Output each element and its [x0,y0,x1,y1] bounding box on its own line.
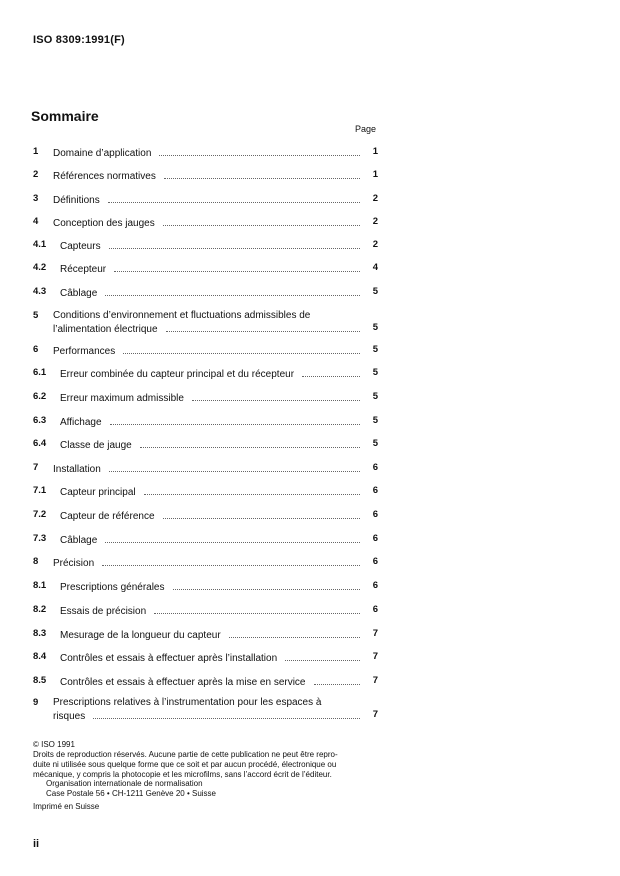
dot-leader [163,509,360,519]
organisation-address [46,779,216,799]
toc-entry[interactable] [33,169,378,183]
toc-entry-title: Affichage [60,417,102,428]
toc-entry[interactable] [33,628,378,642]
toc-entry-title: Prescriptions générales [60,582,165,593]
toc-entry-title: Capteur principal [60,487,136,498]
copyright-line: © ISO 1991 [33,740,75,749]
toc-entry-number: 6.4 [33,438,47,449]
toc-entry-title: Performances [53,346,116,357]
toc-entry[interactable] [33,651,378,665]
dot-leader [154,604,360,614]
toc-entry-page: 7 [372,628,378,639]
toc-entry-title: Contrôles et essais à effectuer après l’installation [60,653,278,664]
toc-entry-title: Conception des jauges [53,218,155,229]
toc-entry-page: 5 [372,344,378,355]
toc-entry-number: 2 [33,169,39,180]
toc-entry-page: 6 [372,533,378,544]
toc-entry-page: 7 [372,651,378,662]
toc-entry-number: 4.2 [33,262,47,273]
toc-entry[interactable] [33,344,378,358]
dot-leader [314,675,361,685]
toc-entry[interactable] [33,462,378,476]
toc-entry-page: 5 [372,367,378,378]
toc-entry-number: 4 [33,216,39,227]
page-column-label: Page [355,124,377,134]
printed-in: Imprimé en Suisse [33,802,100,811]
toc-entry-number: 8.3 [33,628,47,639]
toc-entry-number: 7.2 [33,509,47,520]
toc-entry-number: 8.4 [33,651,47,662]
toc-entry[interactable] [33,556,378,570]
dot-leader [110,415,360,425]
toc-entry-title: Installation [53,464,101,475]
rights-line-2: duite ni utilisée sous quelque forme que ce soit et par aucun procédé, électronique ou [33,760,337,769]
dot-leader [93,709,360,719]
toc-entry-title: Définitions [53,195,100,206]
toc-entry-title: Références normatives [53,171,156,182]
toc-entry-page: 2 [372,193,378,204]
toc-entry[interactable] [33,675,378,689]
toc-entry[interactable] [33,367,378,381]
toc-entry-page: 6 [372,556,378,567]
dot-leader [173,580,361,590]
toc-entry-page: 5 [372,286,378,297]
dot-leader [114,262,360,272]
toc-entry-page: 7 [372,675,378,686]
dot-leader [229,628,360,638]
toc-entry[interactable] [33,286,378,300]
toc-entry[interactable] [33,216,378,230]
toc-entry[interactable] [33,193,378,207]
toc-entry-title-continued: l’alimentation électrique [53,324,158,335]
toc-entry-page: 5 [372,322,378,333]
toc-entry[interactable] [33,146,378,160]
toc-entry-title: Conditions d’environnement et fluctuations admissibles de [53,310,311,321]
dot-leader [144,485,360,495]
toc-entry-number: 8 [33,556,39,567]
page-folio: ii [33,838,40,850]
document-code: ISO 8309:1991(F) [33,34,125,46]
toc-entry-page: 1 [372,146,378,157]
toc-entry-title: Câblage [60,535,98,546]
toc-entry[interactable] [33,391,378,405]
toc-entry-page: 6 [372,604,378,615]
toc-entry-number: 1 [33,146,39,157]
toc-entry-title: Précision [53,558,95,569]
dot-leader [166,322,360,332]
toc-entry[interactable] [33,415,378,429]
toc-entry-title: Erreur maximum admissible [60,393,184,404]
toc-entry-title: Capteurs [60,241,101,252]
dot-leader [285,651,360,661]
toc-entry-page: 5 [372,438,378,449]
dot-leader [159,146,360,156]
toc-entry[interactable] [33,509,378,523]
toc-entry[interactable] [33,580,378,594]
toc-entry-title: Essais de précision [60,606,147,617]
dot-leader [102,556,360,566]
toc-entry-number: 7.3 [33,533,47,544]
toc-entry-page: 4 [372,262,378,273]
toc-entry-title: Contrôles et essais à effectuer après la mise en service [60,677,306,688]
toc-entry[interactable] [33,262,378,276]
toc-entry-page: 6 [372,580,378,591]
toc-entry[interactable] [33,485,378,499]
toc-entry-page: 2 [372,216,378,227]
toc-entry-title: Mesurage de la longueur du capteur [60,630,221,641]
toc-entry-number: 3 [33,193,39,204]
dot-leader [109,239,360,249]
dot-leader [105,286,360,296]
toc-entry-number: 8.1 [33,580,47,591]
toc-entry-title-continued: risques [53,711,86,722]
toc-entry-number: 6 [33,344,39,355]
dot-leader [123,344,360,354]
rights-line-1: Droits de reproduction réservés. Aucune partie de cette publication ne peut être repro- [33,750,338,759]
toc-entry[interactable] [33,310,378,338]
toc-entry-page: 6 [372,485,378,496]
toc-entry[interactable] [33,697,378,725]
toc-entry-page: 5 [372,415,378,426]
page-title: Sommaire [31,108,99,124]
dot-leader [108,193,360,203]
toc-entry[interactable] [33,438,378,452]
dot-leader [105,533,360,543]
toc-entry-title: Domaine d’application [53,148,152,159]
dot-leader [163,216,360,226]
toc-entry-number: 4.3 [33,286,47,297]
toc-entry[interactable] [33,604,378,618]
toc-entry[interactable] [33,239,378,253]
organisation-name: Organisation internationale de normalisation [46,779,203,788]
toc-entry-number: 7.1 [33,485,47,496]
toc-entry-number: 6.1 [33,367,47,378]
toc-entry-page: 2 [372,239,378,250]
dot-leader [109,462,360,472]
toc-entry-number: 8.5 [33,675,47,686]
toc-entry-page: 1 [372,169,378,180]
toc-entry[interactable] [33,533,378,547]
toc-entry-number: 5 [33,310,39,321]
dot-leader [140,438,360,448]
toc-entry-page: 7 [372,709,378,720]
toc-entry-title: Classe de jauge [60,440,132,451]
copyright-notice [33,740,383,780]
toc-entry-title: Câblage [60,288,98,299]
dot-leader [164,169,360,179]
toc-entry-number: 8.2 [33,604,47,615]
toc-entry-number: 7 [33,462,39,473]
toc-entry-number: 9 [33,697,39,708]
toc-entry-number: 6.2 [33,391,47,402]
toc-entry-number: 6.3 [33,415,47,426]
toc-entry-page: 6 [372,509,378,520]
toc-entry-page: 5 [372,391,378,402]
toc-entry-page: 6 [372,462,378,473]
toc-entry-title: Récepteur [60,264,107,275]
toc-entry-title: Prescriptions relatives à l’instrumentation pour les espaces à [53,697,322,708]
toc-entry-title: Erreur combinée du capteur principal et du récepteur [60,369,295,380]
toc-entry-number: 4.1 [33,239,47,250]
rights-line-3: mécanique, y compris la photocopie et les microfilms, sans l’accord écrit de l’éditeur. [33,770,332,779]
postal-address: Case Postale 56 • CH-1211 Genève 20 • Suisse [46,789,216,798]
toc-entry-title: Capteur de référence [60,511,155,522]
dot-leader [192,391,360,401]
dot-leader [302,367,360,377]
